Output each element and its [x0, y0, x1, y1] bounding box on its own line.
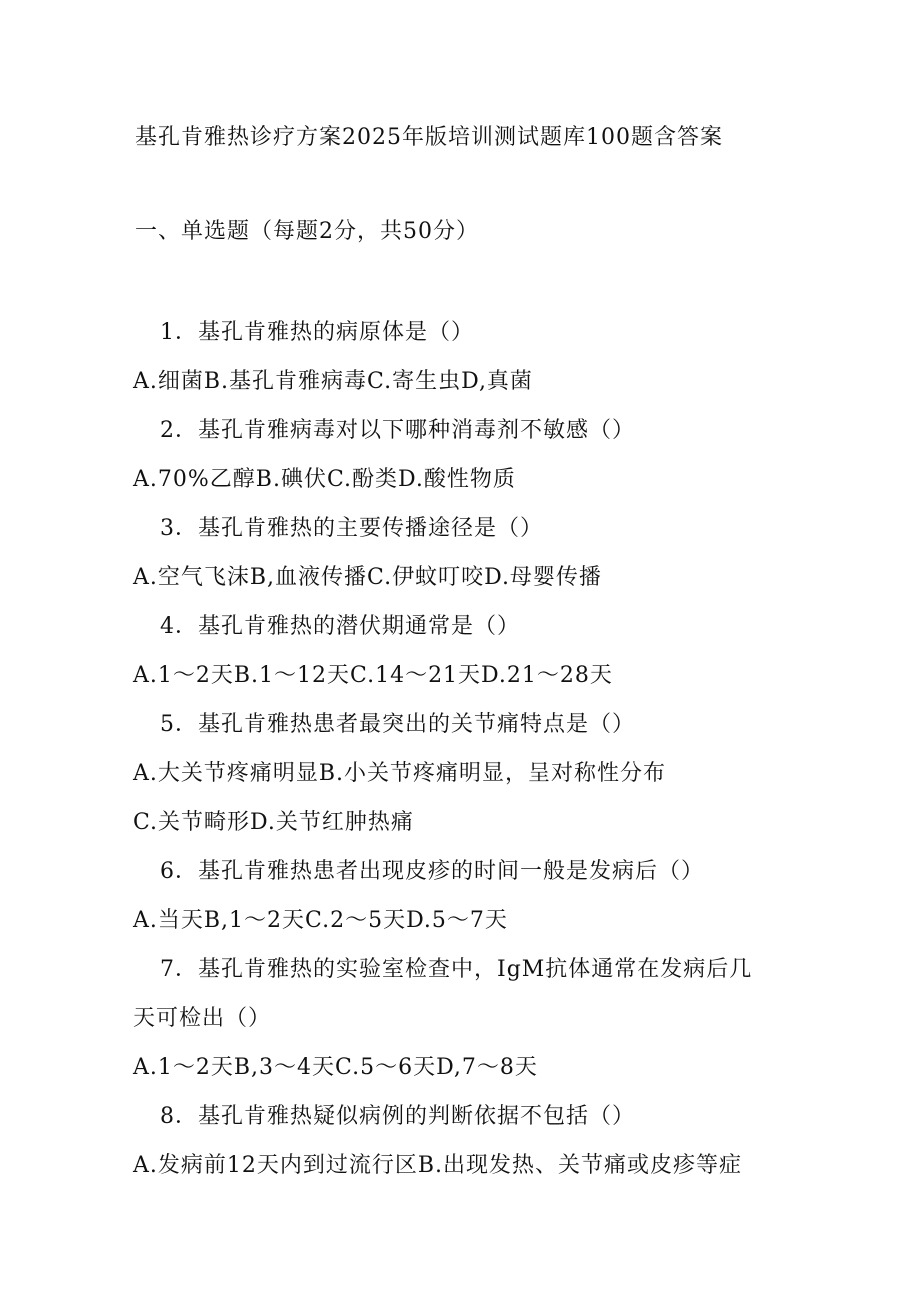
question-list [133, 308, 793, 1190]
question-stem: 4．基孔肯雅热的潜伏期通常是（） [160, 614, 520, 639]
question-stem: 5．基孔肯雅热患者最突出的关节痛特点是（） [160, 712, 635, 737]
question-options: A.大关节疼痛明显B.小关节疼痛明显，呈对称性分布 [133, 761, 667, 786]
question-stem: 1．基孔肯雅热的病原体是（） [160, 320, 474, 345]
document-title: 基孔肯雅热诊疗方案2025年版培训测试题库100题含答案 [135, 125, 723, 150]
question-options: A.当天B,1～2天C.2～5天D.5～7天 [133, 908, 508, 933]
section-heading: 一、单选题（每题2分，共50分） [135, 219, 479, 244]
question-stem: 8．基孔肯雅热疑似病例的判断依据不包括（） [160, 1104, 635, 1129]
question-stem: 7．基孔肯雅热的实验室检查中，IgM抗体通常在发病后几 [160, 957, 753, 982]
question-options: C.关节畸形D.关节红肿热痛 [133, 810, 414, 835]
question-stem: 3．基孔肯雅热的主要传播途径是（） [160, 516, 543, 541]
question-options: A.1～2天B,3～4天C.5～6天D,7～8天 [133, 1055, 538, 1080]
question-options: A.空气飞沫B,血液传播C.伊蚊叮咬D.母婴传播 [133, 565, 602, 590]
question-options: A.发病前12天内到过流行区B.出现发热、关节痛或皮疹等症 [133, 1153, 743, 1178]
question-options: A.1～2天B.1～12天C.14～21天D.21～28天 [133, 663, 613, 688]
question-options: A.细菌B.基孔肯雅病毒C.寄生虫D,真菌 [133, 369, 533, 394]
question-stem: 2．基孔肯雅病毒对以下哪种消毒剂不敏感（） [160, 418, 635, 443]
question-stem: 6．基孔肯雅热患者出现皮疹的时间一般是发病后（） [160, 859, 704, 884]
question-options: 天可检出（） [133, 1006, 272, 1031]
question-options: A.70%乙醇B.碘伏C.酚类D.酸性物质 [133, 467, 516, 492]
